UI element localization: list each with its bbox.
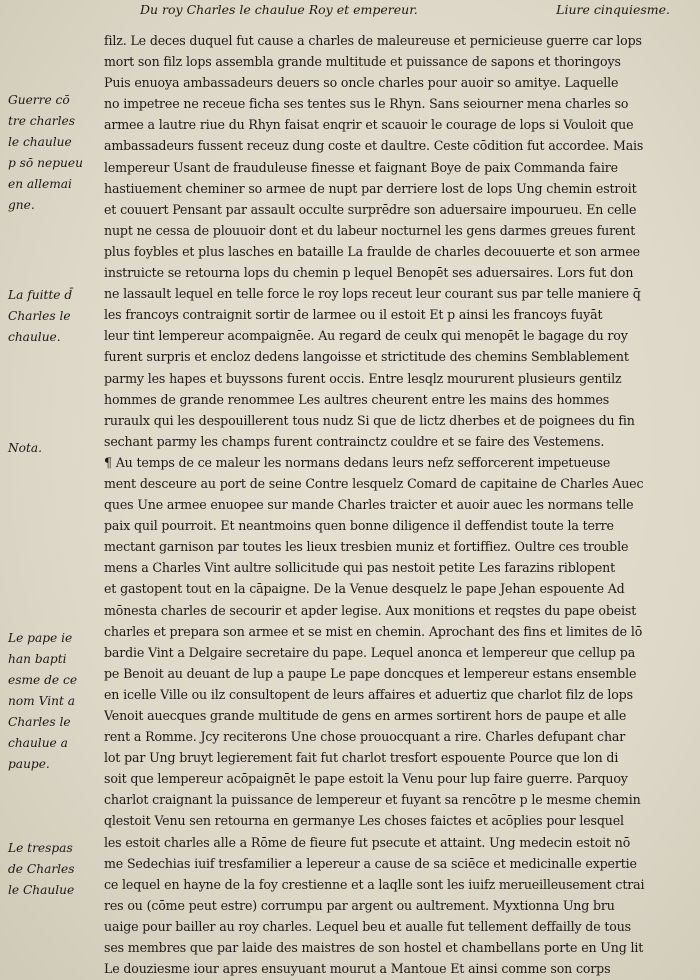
margin-note-line: gne. — [8, 198, 35, 212]
text-line: hommes de grande renommee Les aultres cheurent entre les mains des hommes — [104, 391, 610, 407]
text-line: ambassadeurs fussent receuz dung coste et daultre. Ceste cōdition fut accordee. Mais — [104, 138, 644, 154]
margin-note-line: Guerre cō — [8, 93, 70, 107]
text-line: parmy les hapes et buyssons furent occis. Entre lesqlz moururent plusieurs gentilz — [104, 370, 622, 386]
text-line: charlot craignant la puissance de lempereur et fuyant sa rencōtre p le mesme chemin — [104, 792, 641, 808]
text-line: ment desceure au port de seine Contre lesquelz Comard de capitaine de Charles Auec — [104, 475, 644, 491]
text-line: leur tint lempereur acompaignēe. Au regard de ceulx qui menopēt le bagage du roy — [104, 328, 628, 344]
margin-note-line: Le trespas — [8, 841, 73, 855]
margin-note-line: Charles le — [8, 309, 71, 323]
margin-note-line: esme de ce — [8, 673, 78, 687]
text-line: pe Benoit au deuant de lup a paupe Le pape doncques et lempereur estans ensemble — [104, 665, 637, 681]
text-line: rent a Romme. Jcy reciterons Une chose prouocquant a rire. Charles defupant char — [104, 729, 626, 745]
text-line: mōnesta charles de secourir et apder legise. Aux monitions et reqstes du pape obeist — [104, 602, 637, 618]
text-line: ¶ Au temps de ce maleur les normans dedans leurs nefz sefforcerent impetueuse — [104, 454, 611, 470]
text-line: mectant garnison par toutes les lieux tresbien muniz et fortiffiez. Oultre ces trouble — [104, 539, 629, 555]
text-line: charles et prepara son armee et se mist en chemin. Aprochant des fins et limites de lō — [104, 623, 643, 639]
text-line: Puis enuoya ambassadeurs deuers so oncle charles pour auoir so amitye. Laquelle — [104, 75, 619, 91]
margin-note-guerre — [8, 90, 100, 216]
margin-note-nota — [8, 438, 100, 459]
text-line: mens a Charles Vint aultre sollicitude qui pas nestoit petite Les farazins riblopent — [104, 560, 616, 576]
running-head-title: Du roy Charles le chaulue Roy et empereur. — [140, 2, 418, 17]
text-line: soit que lempereur acōpaignēt le pape estoit la Venu pour lup faire guerre. Parquoy — [104, 771, 628, 787]
margin-note-trespas — [8, 838, 100, 901]
text-line: et gastopent tout en la cāpaigne. De la Venue desquelz le pape Jehan espouente Ad — [104, 581, 625, 597]
margin-note-line: p sō nepueu — [8, 156, 83, 170]
text-line: instruicte se retourna lops du chemin p lequel Benopēt ses aduersaires. Lors fut don — [104, 265, 634, 281]
margin-note-line: tre charles — [8, 114, 75, 128]
text-line: ne lassault lequel en telle force le roy lops receut leur courant sus par telle maniere q̄ — [104, 286, 641, 302]
margin-note-line: en allemai — [8, 177, 72, 191]
text-line: ce lequel en hayne de la foy crestienne et a laqlle sont les iuifz merueilleusement ctrai — [104, 876, 645, 892]
margin-note-line: chaulue a — [8, 736, 68, 750]
margin-notes — [0, 0, 100, 980]
margin-note-line: paupe. — [8, 757, 50, 771]
running-head-book: Liure cinquiesme. — [556, 2, 670, 17]
text-line: furent surpris et encloz dedens langoisse et strictitude des chemins Semblablement — [104, 349, 629, 365]
text-line: filz. Le deces duquel fut cause a charles de maleureuse et pernicieuse guerre car lops — [104, 33, 642, 48]
text-line: me Sedechias iuif tresfamilier a lepereur a cause de sa sciēce et medicinalle expertie — [104, 855, 637, 871]
body-text — [104, 30, 692, 979]
running-head — [0, 0, 700, 22]
text-line: sechant parmy les champs furent contrainctz couldre et se faire des Vestemens. — [104, 433, 605, 449]
text-line: hastiuement cheminer so armee de nupt par derriere lost de lops Ung chemin estroit — [104, 180, 637, 196]
text-line: res ou (cōme peut estre) corrumpu par argent ou aultrement. Myxtionna Ung bru — [104, 897, 615, 913]
text-line: no impetree ne receue ficha ses tentes sus le Rhyn. Sans seiourner mena charles so — [104, 96, 629, 112]
text-line: plus foybles et plus lasches en bataille La fraulde de charles decouuerte et son armee — [104, 243, 640, 259]
text-line: lempereur Usant de frauduleuse finesse et faignant Boye de paix Commanda faire — [104, 159, 618, 175]
text-line: paix quil pourroit. Et neantmoins quen bonne diligence il deffendist toute la terre — [104, 518, 614, 534]
margin-note-line: La fuitte d̄ — [8, 288, 73, 302]
text-line: mort son filz lops assembla grande multitude et puissance de sapons et thoringoys — [104, 54, 621, 70]
margin-note-line: le chaulue — [8, 135, 72, 149]
text-line: Le douziesme iour apres ensuyuant mourut a Mantoue Et ainsi comme son corps — [104, 961, 611, 977]
text-line: lot par Ung bruyt legierement fait fut charlot tresfort espouente Pource que lon di — [104, 750, 619, 766]
text-line: ses membres que par laide des maistres de son hostel et chambellans porte en Ung lit — [104, 940, 644, 956]
text-line: ques Une armee enuopee sur mande Charles traicter et auoir auec les normans telle — [104, 497, 634, 513]
margin-note-line: chaulue. — [8, 330, 61, 344]
text-line: qlestoit Venu sen retourna en germanye Les choses faictes et acōplies pour lesquel — [104, 813, 624, 829]
margin-note-line: han bapti — [8, 652, 67, 666]
margin-note-line: Nota. — [8, 441, 43, 455]
text-line: Venoit auecques grande multitude de gens en armes sortirent hors de paupe et alle — [104, 708, 627, 723]
text-line: bardie Vint a Delgaire secretaire du pape. Lequel anonca et lempereur que cellup pa — [104, 644, 636, 660]
margin-note-pape — [8, 628, 100, 775]
margin-note-line: nom Vint a — [8, 694, 75, 708]
text-line: et couuert Pensant par assault occulte surprēdre son aduersaire impourueu. En celle — [104, 201, 637, 217]
margin-note-line: Charles le — [8, 715, 71, 729]
margin-note-line: le Chaulue — [8, 883, 75, 897]
text-line: en icelle Ville ou ilz consultopent de leurs affaires et aduertiz que charlot filz de lops — [104, 686, 633, 702]
text-line: les francoys contraignit sortir de larmee ou il estoit Et p ainsi les francoys fuyāt — [104, 307, 603, 323]
text-line: uaige pour bailler au roy charles. Lequel beu et aualle fut tellement deffailly de tous — [104, 918, 631, 934]
text-line: les estoit charles alle a Rōme de fieure fut psecute et attaint. Ung medecin estoit nō — [104, 834, 631, 850]
text-line: armee a lautre riue du Rhyn faisat enqrir et scauoir le courage de lops si Vouloit que — [104, 117, 634, 133]
margin-note-line: Le pape ie — [8, 631, 73, 645]
text-line: ruraulx qui les despouillerent tous nudz Si que de lictz dherbes et de poignees du fin — [104, 412, 635, 428]
margin-note-fuitte — [8, 285, 100, 348]
text-line: nupt ne cessa de plouuoir dont et du labeur nocturnel les gens darmes greues furent — [104, 222, 636, 238]
margin-note-line: de Charles — [8, 862, 75, 876]
